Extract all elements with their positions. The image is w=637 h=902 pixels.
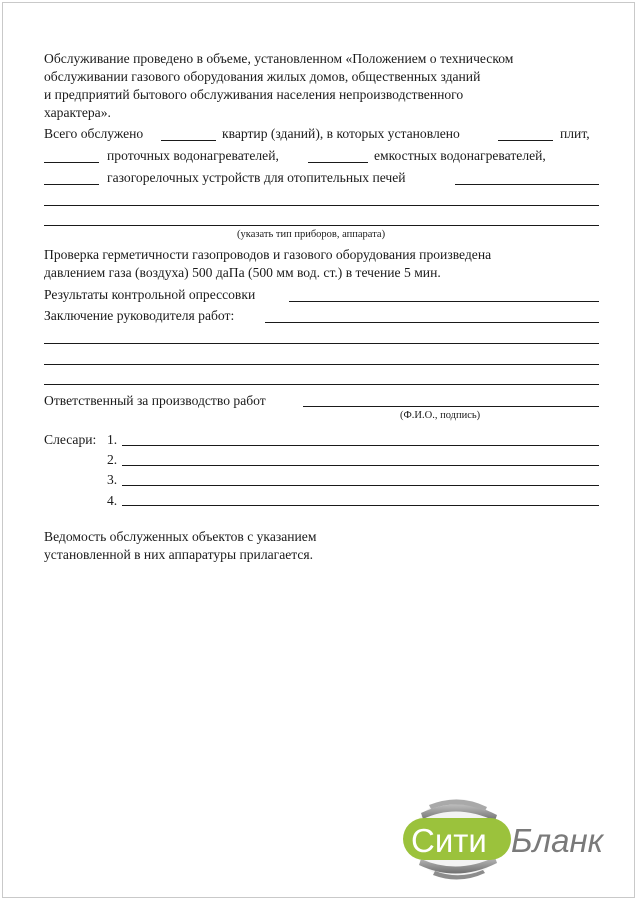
responsible-label: Ответственный за производство работ: [44, 393, 266, 408]
footer-line-1: Ведомость обслуженных объектов с указанием: [44, 529, 317, 544]
fitters-label: Слесари:: [44, 432, 97, 447]
flow-heaters-count-field[interactable]: [44, 162, 99, 163]
check-line-2: давлением газа (воздуха) 500 даПа (500 мм вод. ст.) в течение 5 мин.: [44, 265, 441, 280]
intro-line-4: характера».: [44, 105, 111, 120]
apartments-label: квартир (зданий), в которых установлено: [222, 126, 460, 141]
logo-text-blank: Бланк: [511, 822, 604, 859]
intro-line-3: и предприятий бытового обслуживания населения непроизводственного: [44, 87, 464, 102]
conclusion-line-3[interactable]: [44, 364, 599, 365]
conclusion-label: Заключение руководителя работ:: [44, 308, 235, 323]
fitter-number-3: 3.: [107, 472, 118, 487]
burners-label: газогорелочных устройств для отопительных печей: [107, 170, 406, 185]
logo-text-citi: Сити: [411, 822, 487, 859]
check-line-1: Проверка герметичности газопроводов и газового оборудования произведена: [44, 247, 492, 262]
device-type-hint: (указать тип приборов, аппарата): [237, 229, 386, 240]
fitter-field-2[interactable]: [122, 465, 599, 466]
conclusion-line-4[interactable]: [44, 384, 599, 385]
stoves-count-field[interactable]: [498, 140, 553, 141]
stoves-label: плит,: [560, 126, 590, 141]
flow-heaters-label: проточных водонагревателей,: [107, 148, 279, 163]
device-type-line-1[interactable]: [44, 205, 599, 206]
intro-line-2: обслуживании газового оборудования жилых домов, общественных зданий: [44, 69, 481, 84]
fitter-field-4[interactable]: [122, 505, 599, 506]
intro-line-1: Обслуживание проведено в объеме, установленном «Положением о техническом: [44, 51, 514, 66]
footer-line-2: установленной в них аппаратуры прилагается.: [44, 547, 314, 562]
serviced-prefix: Всего обслужено: [44, 126, 144, 141]
citiblank-logo: [399, 791, 629, 881]
fitter-number-1: 1.: [107, 432, 118, 447]
fitter-number-4: 4.: [107, 493, 118, 508]
responsible-field[interactable]: [303, 406, 599, 407]
burners-type-field[interactable]: [455, 184, 599, 185]
tank-heaters-count-field[interactable]: [308, 162, 368, 163]
conclusion-line-2[interactable]: [44, 343, 599, 344]
burners-count-field[interactable]: [44, 184, 99, 185]
tank-heaters-label: емкостных водонагревателей,: [374, 148, 546, 163]
form-page: [2, 2, 635, 898]
fitter-field-3[interactable]: [122, 485, 599, 486]
conclusion-field[interactable]: [265, 322, 599, 323]
apartments-count-field[interactable]: [161, 140, 216, 141]
fitter-number-2: 2.: [107, 452, 118, 467]
fitter-field-1[interactable]: [122, 445, 599, 446]
device-type-line-2[interactable]: [44, 225, 599, 226]
results-field[interactable]: [289, 301, 599, 302]
results-label: Результаты контрольной опрессовки: [44, 287, 256, 302]
responsible-hint: (Ф.И.О., подпись): [400, 410, 481, 421]
